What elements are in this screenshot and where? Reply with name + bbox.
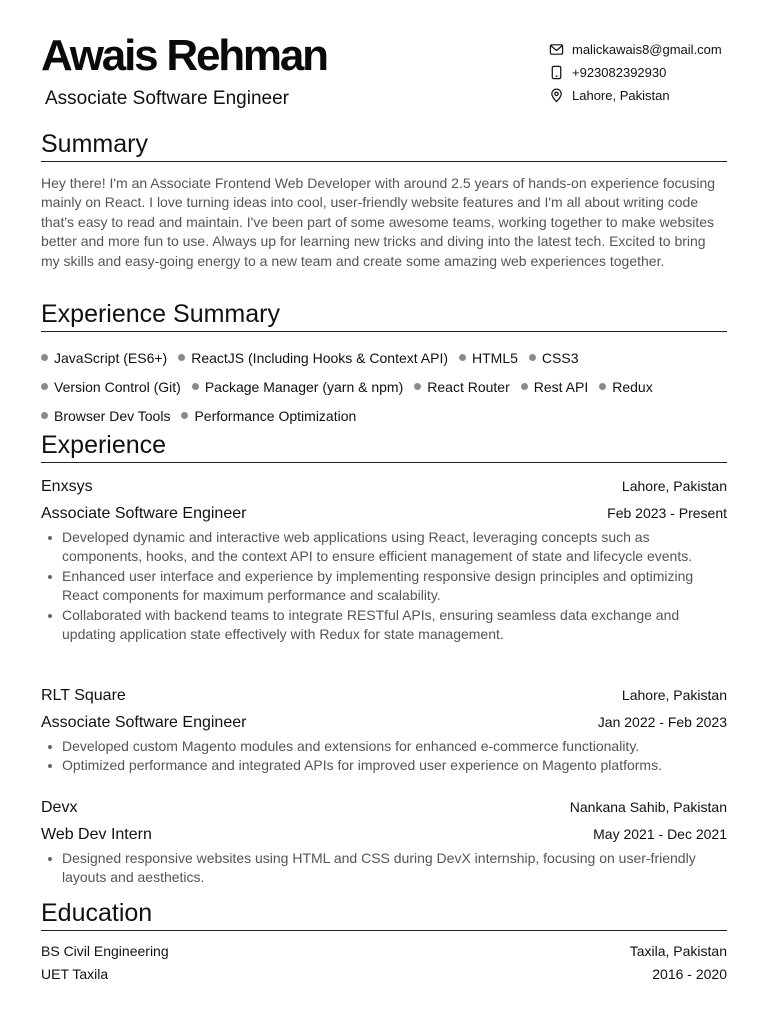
bullet-dot <box>599 383 606 390</box>
edu-location: Taxila, Pakistan <box>629 943 727 959</box>
skill-item <box>414 379 509 395</box>
skill-label: JavaScript (ES6+) <box>54 349 168 366</box>
job-dates: Jan 2022 - Feb 2023 <box>597 714 727 730</box>
job-bullets <box>41 849 727 888</box>
location-pin-icon <box>549 88 564 103</box>
bullet-dot <box>178 354 185 361</box>
job-entry <box>41 476 727 644</box>
phone-text: +923082392930 <box>572 65 667 80</box>
skill-item <box>41 379 181 395</box>
skill-label: Rest API <box>533 378 589 395</box>
bullet-dot <box>41 354 48 361</box>
job-company: Enxsys <box>41 478 93 495</box>
resume-header <box>41 0 727 120</box>
skill-item <box>192 379 403 395</box>
job-bullet: Collaborated with backend teams to integrate RESTful APIs, ensuring seamless data exchange and updating application state effectively with Redux for state management. <box>41 606 727 645</box>
skill-item <box>459 350 518 366</box>
skill-label: Version Control (Git) <box>54 378 181 395</box>
job-entry <box>41 797 727 888</box>
experience-heading <box>41 430 727 463</box>
skill-label: HTML5 <box>472 349 518 366</box>
edu-degree: BS Civil Engineering <box>41 943 169 959</box>
edu-school: UET Taxila <box>41 966 109 982</box>
skill-label: React Router <box>427 378 510 395</box>
job-location: Lahore, Pakistan <box>621 478 727 494</box>
skill-label: CSS3 <box>541 349 579 366</box>
candidate-name: Awais Rehman <box>41 31 327 80</box>
skills-heading-text: Experience Summary <box>41 300 280 328</box>
job-bullet: Optimized performance and integrated APIs for improved user experience on Magento platforms. <box>41 756 727 775</box>
phone-icon <box>549 65 564 80</box>
skills-row <box>41 343 727 372</box>
job-company: RLT Square <box>41 687 126 704</box>
contact-info <box>549 38 722 107</box>
skills-list <box>41 343 727 430</box>
skill-item <box>599 379 652 395</box>
bullet-dot <box>181 412 188 419</box>
bullet-dot <box>459 354 466 361</box>
skills-heading <box>41 299 727 332</box>
bullet-dot <box>192 383 199 390</box>
skill-label: ReactJS (Including Hooks & Context API) <box>191 349 449 366</box>
education-heading-text: Education <box>41 899 153 927</box>
job-bullets <box>41 528 727 644</box>
education-heading <box>41 898 727 931</box>
skill-item <box>178 350 448 366</box>
skills-row <box>41 372 727 401</box>
job-title: Associate Software Engineer <box>41 505 247 522</box>
bullet-dot <box>521 383 528 390</box>
job-dates: May 2021 - Dec 2021 <box>593 826 727 842</box>
skill-item <box>181 408 356 424</box>
skill-item <box>41 408 170 424</box>
edu-dates: 2016 - 2020 <box>652 966 727 982</box>
job-dates: Feb 2023 - Present <box>607 505 727 521</box>
skill-label: Browser Dev Tools <box>54 407 171 424</box>
contact-email[interactable] <box>549 38 722 61</box>
skill-item <box>529 350 579 366</box>
job-company: Devx <box>41 799 78 816</box>
skill-label: Performance Optimization <box>194 407 357 424</box>
job-title: Associate Software Engineer <box>41 714 247 731</box>
experience-heading-text: Experience <box>41 431 167 459</box>
bullet-dot <box>41 383 48 390</box>
job-title: Web Dev Intern <box>41 826 152 843</box>
summary-text: Hey there! I'm an Associate Frontend Web Developer with around 2.5 years of hands-on experience focusing mainly on React. I love turning ideas into cool, user-friendly website features and I'm all about writing code that's easy to read and maintain. I've been part of some awesome teams, working together to make websites better and more fun to use. Always up for learning new tricks and diving into the latest tech. Excited to bring my skills and easy-going energy to a new team and create some amazing web experiences together. <box>41 175 716 269</box>
candidate-role: Associate Software Engineer <box>45 88 289 109</box>
education-entry <box>41 941 727 987</box>
summary-heading-text: Summary <box>41 130 148 158</box>
job-entry <box>41 685 727 776</box>
resume-page <box>41 0 727 982</box>
skill-item <box>41 350 167 366</box>
summary-heading <box>41 129 727 162</box>
job-bullet: Developed custom Magento modules and extensions for enhanced e-commerce functionality. <box>41 737 727 756</box>
email-text: malickawais8@gmail.com <box>572 42 722 57</box>
skills-row <box>41 401 727 430</box>
contact-phone[interactable] <box>549 61 722 84</box>
job-bullets <box>41 737 727 776</box>
bullet-dot <box>414 383 421 390</box>
skill-label: Package Manager (yarn & npm) <box>204 378 404 395</box>
bullet-dot <box>41 412 48 419</box>
location-text: Lahore, Pakistan <box>572 88 670 103</box>
job-bullet: Developed dynamic and interactive web applications using React, leveraging concepts such as components, hooks, and the context API to ensure efficient management of state and lifecycle events. <box>41 528 727 567</box>
skill-item <box>521 379 588 395</box>
job-location: Lahore, Pakistan <box>621 687 727 703</box>
bullet-dot <box>529 354 536 361</box>
contact-location <box>549 84 722 107</box>
job-location: Nankana Sahib, Pakistan <box>569 799 727 815</box>
job-bullet: Enhanced user interface and experience by implementing responsive design principles and optimizing React components for maximum performance and scalability. <box>41 567 727 606</box>
skill-label: Redux <box>612 378 653 395</box>
mail-icon <box>549 42 564 57</box>
job-bullet: Designed responsive websites using HTML and CSS during DevX internship, focusing on user-friendly layouts and aesthetics. <box>41 849 727 888</box>
